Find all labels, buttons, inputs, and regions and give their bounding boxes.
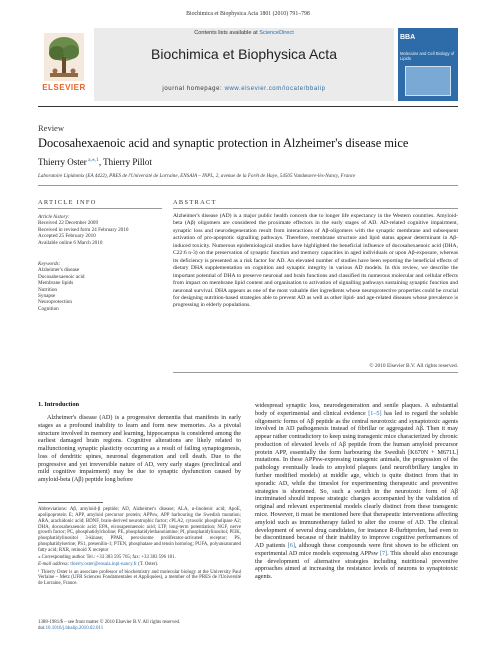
citation-link[interactable]: [1–5] [368, 410, 382, 417]
journal-homepage [94, 86, 394, 92]
history-heading: Article history: [38, 214, 70, 220]
publisher-name: ELSEVIER [42, 83, 86, 92]
keyword: Neuroprotection [38, 299, 72, 306]
right-text-3: , although these compounds were first shown to be efficient on experimental AD mice models expressing APPsw [255, 543, 458, 557]
citation-link[interactable]: [6] [287, 543, 295, 550]
copyright: © 2010 Elsevier B.V. All rights reserved. [369, 363, 458, 369]
intro-right-column [255, 403, 458, 582]
keyword: Membrane lipids [38, 280, 74, 287]
cover-title: BBA [400, 34, 416, 41]
citation-link[interactable]: [7] [379, 550, 388, 557]
running-head: Biochimica et Biophysica Acta 1801 (2010) 791–798 [186, 11, 310, 17]
keyword: Cognition [38, 305, 59, 312]
elsevier-tree-icon [44, 33, 84, 81]
history-item: Accepted 25 February 2010 [38, 233, 96, 240]
title-rule [38, 185, 458, 186]
email-line [38, 562, 241, 568]
cover-subtitle: Molecular and Cell Biology of Lipids [400, 51, 455, 61]
masthead-rule [38, 106, 458, 107]
intro-left-column: Alzheimer's disease (AD) is a progressive dementia that manifests in early stages as a profound inability to learn and form new memories. As a pivotal structure involved in memory and learning, hippocampus is considered among the earliest damaged brain regions. Cognitive alterations are likely related to malfunctioning synaptic plasticity occurring as a result of failing synaptogenesis, loss of dendritic spines, neuronal degeneration and cell death. Due to the progressive and yet irreversible nature of AD, very early stages (preclinical and mild cognitive impairment) may be due to synaptic dysfunction caused by amyloid-beta (Aβ) peptide long before [38, 415, 241, 483]
author-footnote-marks[interactable]: a,⁎,1 [86, 157, 99, 163]
author-separator: , [98, 157, 104, 167]
abbreviations: Abbreviations: Aβ, amyloid-β peptide; AD, Alzheimer's disease; ALA, α-linolenic acid; ApoE, apolipoprotein E; APP, amyloid precursor protein; APPsw, APP harbouring the Swedish mutation; ARA, arachidonic acid; BDNF, brain-derived neurotrophic factor; cPLA2, cytosolic phospholipase A2; DHA, docosahexaenoic acid; EPA, eicosapentaenoic acid; LTP, long-term potentiation; NGF, nerve growth factor; PC, phosphatidylcholine; PE, phosphatidylethanolamine; PI, phosphatidylinositol; PI3K, phosphatidylinositol 3-kinase; PPAR, peroxisome proliferator-activated receptor; PS, phosphatidylserine; PS1, presenilin-1; PTEN, phosphatase and tensin homolog; PUFA, polyunsaturated fatty acid; RXR, retinoid X receptor [38, 507, 241, 553]
article-title: Docosahexaenoic acid and synaptic protection in Alzheimer's disease mice [38, 136, 409, 150]
sciencedirect-link[interactable]: ScienceDirect [259, 30, 294, 36]
history-item: Available online 6 March 2010 [38, 239, 103, 246]
doi-link[interactable]: 10.1016/j.bbalip.2010.02.011 [45, 626, 104, 632]
homepage-prefix: journal homepage: [162, 86, 225, 92]
keyword: Docosahexaenoic acid [38, 273, 85, 280]
section-label: Review [38, 123, 64, 133]
email-label: E-mail address: [38, 562, 71, 568]
keyword: Synapse [38, 293, 56, 300]
footnote-rule [38, 502, 103, 503]
history-item: Received in revised form 24 February 2010 [38, 226, 129, 233]
article-info-rule [38, 208, 162, 209]
issn-line: 1388-1981/$ – see front matter © 2010 Elsevier B.V. All rights reserved. [38, 620, 181, 625]
affiliation: Laboratoire Lipidomix (EA 4422), PRES de l'Université de Lorraine, ENSAIA – INPL, 2, avenue de la Forêt de Haye, 54505 Vandœuvre-lès-Nancy, France [38, 173, 356, 179]
doi-prefix: doi: [38, 626, 46, 632]
footnotes [38, 507, 241, 589]
email-link[interactable]: thierry.oster@ensaia.inpl-nancy.fr [70, 562, 137, 568]
history-item: Received 22 December 2009 [38, 220, 99, 227]
contents-line [94, 30, 394, 36]
author-pillot: Thierry Pillot [103, 157, 152, 167]
contents-prefix: Contents lists available at [194, 30, 260, 36]
email-suffix: (T. Oster). [136, 562, 159, 568]
abstract-heading: ABSTRACT [173, 199, 217, 206]
article-history [38, 214, 163, 246]
corresponding-author: ⁎ Corresponding author. Tel.: +33 383 595 765; fax: +33 383 596 181. [38, 555, 176, 561]
bottom-info [38, 620, 241, 632]
keywords-heading: Keywords: [38, 261, 61, 267]
homepage-link[interactable]: www.elsevier.com/locate/bbalip [224, 86, 326, 92]
article-info-heading: ARTICLE INFO [38, 199, 97, 206]
abstract-text: Alzheimer's disease (AD) is a major public health concern due to longer life expectancy in the Western countries. Amyloid-beta (Aβ) oligomers are considered the proximate effectors in the early stages of AD. AD-related cognitive impairment, synaptic loss and neurodegeneration result from interactions of Aβ-oligomers with the synaptic membrane and subsequent activation of pro-apoptotic signalling pathways. Therefore, membrane structure and lipid status appear determinant in Aβ-induced toxicity. Numerous epidemiological studies have highlighted the beneficial influence of docosahexaenoic acid (DHA, C22:6 n-3) on the preservation of synaptic function and memory capacities in aged individuals or upon Aβ-exposure, whereas its deficiency is presented as a risk factor for AD. An elevated number of studies have been reporting the beneficial effects of dietary DHA supplementation on cognition and synaptic integrity in various AD models. In this review, we describe the important potential of DHA to preserve neuronal and brain functions and classified its numerous molecular and cellular effects from impact on membrane lipid content and organisation to activation of signalling pathways sustaining synaptic function and neuronal survival. DHA appears as one of the most valuable diet ingredients whose neuroprotective properties could be crucial for designing nutrition-based strategies able to prevent AD as well as other lipid- and age-related diseases whose prevalence is progressing in elderly populations. [173, 213, 458, 309]
cover-image [405, 66, 451, 96]
intro-heading: 1. Introduction [38, 401, 80, 408]
right-text-1: widespread synaptic loss, neurodegeneration and senile plaques. A substantial body of experimental and clinical evidence [255, 403, 458, 417]
right-text-2: has led to regard the soluble oligomeric forms of Aβ peptide as the central neurotoxic and synaptotoxic agents involved in AD pathogenesis instead of fibrillar or aggregated Aβ. Then it may appear rather contradictory to keep using transgenic mice characterized by chronic production of elevated levels of Aβ peptide from the human amyloid precursor protein APP, essentially the form harbouring the Swedish [K670N + M671L] mutations. In these APPsw-expressing transgenic animals, the progression of the pathology eventually leads to amyloid plaques (and neurofibrillary tangles in further modified models) at middle age, which is quite distinct from that in sporadic AD, while the timeslot for experimenting therapeutic and preventive strategies is shortened. So, such a switch in the neurotoxic form of Aβ incriminated should impose strategic changes accompanied by the validation of original and relevant experimental models clearly distinct from these transgenic mice. However, it must be mentioned here that therapeutic interventions affecting amyloid such as immunotherapy failed to alter the course of AD. The clinical development of several drug candidates, for instance R-flurbiprofen, had even to be discontinued because of their inability to improve cognitive performances of AD patients [255, 410, 458, 550]
right-text-4: . This should also encourage the development of alternative strategies including nutritional preventive approaches aimed at increasing the resistance levels of neurons to synaptotoxic agents. [255, 550, 459, 581]
keyword: Nutrition [38, 286, 58, 293]
authors [38, 157, 152, 167]
author-oster: Thierry Oster [38, 157, 87, 167]
abstract-rule [173, 208, 458, 209]
keywords [38, 261, 163, 312]
journal-title: Biochimica et Biophysica Acta [151, 46, 337, 62]
keyword: Alzheimer's disease [38, 267, 80, 274]
doi-line [38, 626, 241, 632]
abstract-bottom-rule [173, 372, 458, 373]
author-note: ¹ Thierry Oster is an associate professor of biochemistry and molecular biology at the University Paul Verlaine – Metz (UFR Sciences Fondamentales et Appliquées), a member of the PRES de l'Université de Lorraine, France. [38, 569, 241, 587]
